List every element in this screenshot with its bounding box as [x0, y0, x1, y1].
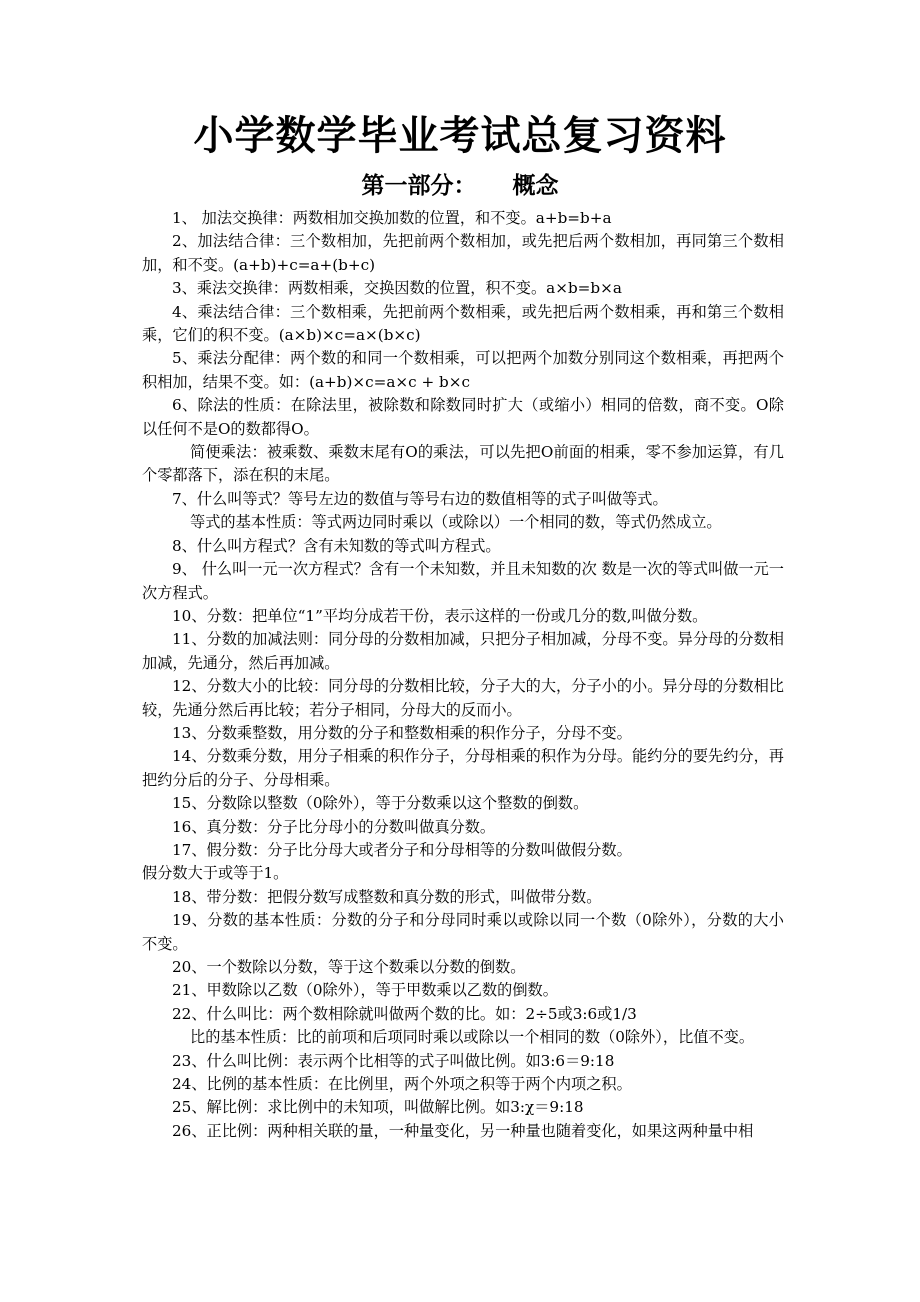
item-13: 13、分数乘整数，用分数的分子和整数相乘的积作分子，分母不变。	[172, 723, 632, 742]
document-body	[142, 207, 784, 1143]
item-1: 1、 加法交换律：两数相加交换加数的位置，和不变。a+b=b+a	[172, 209, 612, 227]
item-24: 24、比例的基本性质：在比例里，两个外项之积等于两个内项之积。	[172, 1075, 632, 1094]
document-title: 小学数学毕业考试总复习资料	[193, 112, 727, 159]
item-15: 15、分数除以整数（0除外），等于分数乘以这个整数的倒数。	[172, 794, 589, 813]
item-22: 22、什么叫比：两个数相除就叫做两个数的比。如：2÷5或3:6或1/3	[172, 1004, 637, 1023]
item-26: 26、正比例：两种相关联的量，一种量变化，另一种量也随着变化，如果这两种量中相	[172, 1121, 754, 1140]
item-19: 19、分数的基本性质：分数的分子和分母同时乘以或除以同一个数（0除外），分数的大小不变。	[142, 911, 784, 953]
item-5: 5、乘法分配律：两个数的和同一个数相乘，可以把两个加数分别同这个数相乘，再把两个积相加，结果不变。如：(a+b)×c=a×c + b×c	[142, 349, 784, 391]
item-7: 7、什么叫等式？等号左边的数值与等号右边的数值相等的式子叫做等式。	[172, 489, 668, 508]
section-name: 概念	[512, 172, 559, 199]
item-17: 17、假分数：分子比分母大或者分子和分母相等的分数叫做假分数。	[172, 840, 632, 859]
item-20: 20、一个数除以分数，等于这个数乘以分数的倒数。	[172, 958, 526, 976]
item-18: 18、带分数：把假分数写成整数和真分数的形式，叫做带分数。	[172, 887, 602, 906]
item-16: 16、真分数：分子比分母小的分数叫做真分数。	[172, 817, 496, 836]
item-8: 8、什么叫方程式？含有未知数的等式叫方程式。	[172, 536, 501, 555]
item-6: 6、除法的性质：在除法里，被除数和除数同时扩大（或缩小）相同的倍数，商不变。O除以任何不是O的数都得O。	[142, 396, 784, 438]
note-equation-property: 等式的基本性质：等式两边同时乘以（或除以）一个相同的数，等式仍然成立。	[190, 513, 722, 532]
item-10: 10、分数：把单位“1”平均分成若干份，表示这样的一份或几分的数,叫做分数。	[172, 606, 708, 625]
item-9: 9、 什么叫一元一次方程式？含有一个未知数，并且未知数的次 数是一次的等式叫做一元一次方程式。	[142, 560, 784, 602]
item-2: 2、加法结合律：三个数相加，先把前两个数相加，或先把后两个数相加，再同第三个数相加，和不变。(a+b)+c=a+(b+c)	[142, 232, 784, 274]
item-25: 25、解比例：求比例中的未知项，叫做解比例。如3:χ＝9:18	[172, 1098, 584, 1117]
item-3: 3、乘法交换律：两数相乘，交换因数的位置，积不变。a×b=b×a	[172, 279, 622, 298]
item-4: 4、乘法结合律：三个数相乘，先把前两个数相乘，或先把后两个数相乘，再和第三个数相乘，它们的积不变。(a×b)×c=a×(b×c)	[142, 302, 784, 345]
item-23: 23、什么叫比例：表示两个比相等的式子叫做比例。如3:6＝9:18	[172, 1051, 615, 1070]
item-14: 14、分数乘分数，用分子相乘的积作分子，分母相乘的积作为分母。能约分的要先约分，再把约分后的分子、分母相乘。	[142, 747, 784, 789]
item-12: 12、分数大小的比较：同分母的分数相比较，分子大的大，分子小的小。异分母的分数相比较，先通分然后再比较；若分子相同，分母大的反而小。	[142, 677, 784, 719]
note-improper-fraction: 假分数大于或等于1。	[142, 864, 289, 883]
item-21: 21、甲数除以乙数（0除外），等于甲数乘以乙数的倒数。	[172, 981, 558, 1000]
note-ratio-property: 比的基本性质：比的前项和后项同时乘以或除以一个相同的数（0除外），比值不变。	[190, 1028, 755, 1047]
note-simple-multiplication: 简便乘法：被乘数、乘数末尾有O的乘法，可以先把O前面的相乘，零不参加运算，有几个零都落下，添在积的末尾。	[142, 443, 784, 485]
section-heading	[0, 168, 920, 204]
section-label: 第一部分：	[361, 172, 477, 199]
item-11: 11、分数的加减法则：同分母的分数相加减，只把分子相加减，分母不变。异分母的分数相加减，先通分，然后再加减。	[142, 630, 784, 672]
